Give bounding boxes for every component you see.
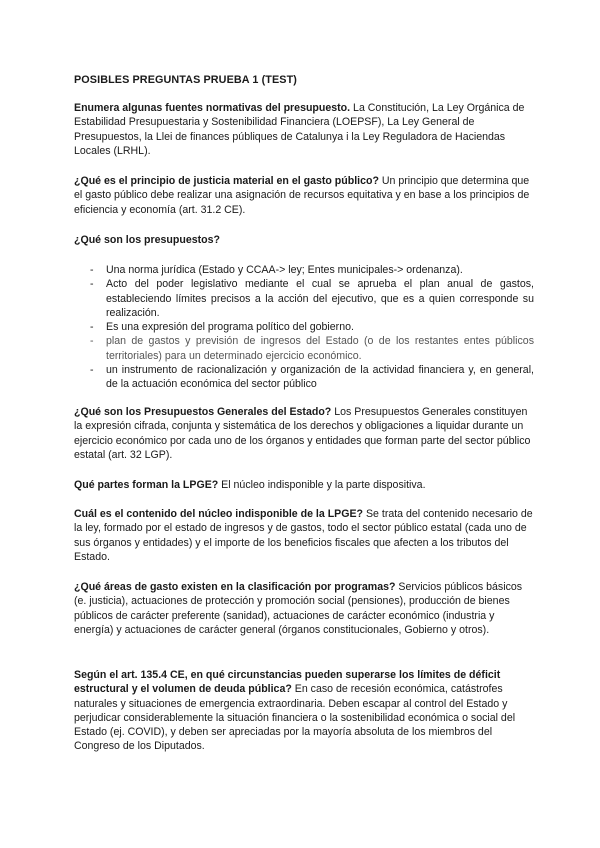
list-item: - Una norma jurídica (Estado y CCAA-> ley; Entes municipales-> ordenanza). [74,263,534,277]
qa-que-son-presupuestos [74,233,534,247]
qa-areas-gasto [74,580,534,637]
question: ¿Qué es el principio de justicia material en el gasto público? [74,175,379,187]
qa-nucleo-indisponible [74,507,534,564]
answer: Los Presupuestos Generales constituyen la expresión cifrada, conjunta y sistemática de los derechos y obligaciones a liquidar durante un ejercicio económico por cada uno de los órganos y entidades que forman parte del sector público estatal (art. 32 LGP). [74,406,531,461]
answer: Un principio que determina que el gasto público debe realizar una asignación de recursos equitativa y en base a los principios de eficiencia y economía (art. 31.2 CE). [74,175,530,216]
list-item: - plan de gastos y previsión de ingresos del Estado (o de los restantes entes públicos territoriales) para un determinado ejercicio económico. [74,334,534,363]
answer: Se trata del contenido necesario de la ley, formado por el estado de ingresos y de gastos, todo el sector público estatal (cada uno de sus órganos y entidades) y el importe de los beneficios fiscales que afecten a los tributos del Estado. [74,508,533,563]
qa-fuentes-normativas [74,101,534,158]
question: Qué partes forman la LPGE? [74,479,219,491]
list-item: - un instrumento de racionalización y organización de la actividad financiera y, en general, de la actuación económica del sector público [74,363,534,392]
answer: Servicios públicos básicos (e. justicia), actuaciones de protección y promoción social (pensiones), producción de bienes públicos de carácter preferente (sanidad), actuaciones de carácter económico (industria y energía) y actuaciones de carácter general (órganos constitucionales, Gobierno y otros). [74,581,523,636]
question: ¿Qué son los presupuestos? [74,234,220,246]
qa-justicia-material [74,174,534,217]
qa-pge [74,405,534,462]
answer: La Constitución, La Ley Orgánica de Estabilidad Presupuestaria y Sostenibilidad Financiera (LOEPSF), La Ley General de Presupuestos, la Llei de finances públiques de Catalunya i la Ley Reguladora de Haciendas Locales (LRHL). [74,102,525,157]
question: Enumera algunas fuentes normativas del presupuesto. [74,102,351,114]
question: ¿Qué áreas de gasto existen en la clasificación por programas? [74,581,396,593]
qa-art-135-4 [74,668,534,754]
presupuestos-list [74,263,534,392]
document-title: POSIBLES PREGUNTAS PRUEBA 1 (TEST) [74,74,297,86]
list-item: - Es una expresión del programa político del gobierno. [74,320,534,334]
list-item: - Acto del poder legislativo mediante el cual se aprueba el plan anual de gastos, estableciendo límites precisos a la acción del ejecutivo, que es a quien corresponde su realización. [74,277,534,320]
qa-partes-lpge [74,478,534,492]
question: Según el art. 135.4 CE, en qué circunstancias pueden superarse los límites de déficit estructural y el volumen de deuda pública? [74,669,501,696]
answer: En caso de recesión económica, catástrofes naturales y situaciones de emergencia extraordinaria. Deben escapar al control del Estado y perjudicar considerablemente la situación financiera o la sostenibilidad económica o social del Estado (ej. COVID), y deben ser apreciadas por la mayoría absoluta de los miembros del Congreso de los Diputados. [74,683,516,753]
question: Cuál es el contenido del núcleo indisponible de la LPGE? [74,508,364,520]
question: ¿Qué son los Presupuestos Generales del Estado? [74,406,332,418]
answer: El núcleo indisponible y la parte dispositiva. [218,479,426,491]
